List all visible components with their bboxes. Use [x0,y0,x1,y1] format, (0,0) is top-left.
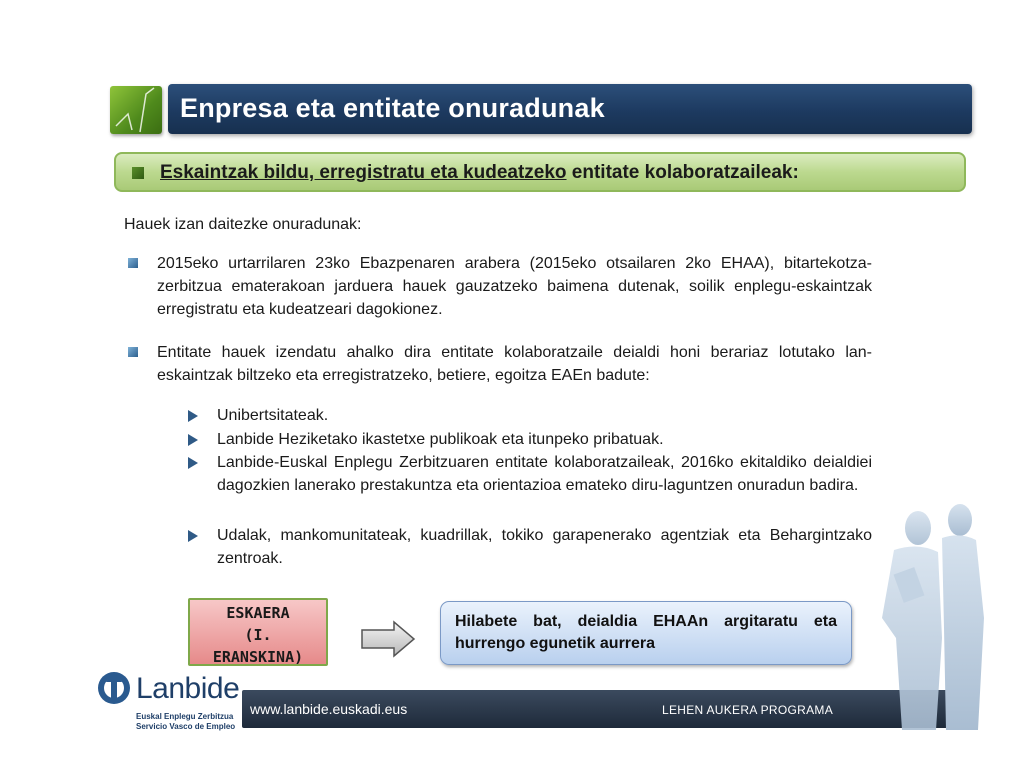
eskaera-box [188,598,328,666]
bullet-item: Entitate hauek izendatu ahalko dira entitate kolaboratzaile deialdi honi berariaz lotutako lan-eskaintzak biltzeko eta erregistratzeko, betiere, egoitza EAEn badute: [157,344,872,384]
triangle-bullet-icon [188,530,198,542]
square-bullet-icon [132,167,144,179]
title-logo-square [110,86,162,134]
square-bullet-icon [128,258,138,268]
deadline-info-box: Hilabete bat, deialdia EHAAn argitaratu eta hurrengo egunetik aurrera [440,601,852,665]
square-bullet-icon [128,347,138,357]
eskaera-line: (I. [244,626,272,644]
eskaera-line: ESKAERA [226,604,290,622]
subtitle-rest: entitate kolaboratzaileak: [566,162,799,183]
brand-subtitle-es: Servicio Vasco de Empleo [136,722,236,731]
lanbide-logo [96,668,240,732]
page-title: Enpresa eta entitate onuradunak [180,93,605,123]
brand-name: Lanbide [136,672,240,705]
sub-bullet-item: Lanbide Heziketako ikastetxe publikoak eta itunpeko pribatuak. [217,431,664,448]
triangle-bullet-icon [188,434,198,446]
brand-subtitle-eu: Euskal Enplegu Zerbitzua [136,712,234,721]
right-arrow-icon [360,620,416,658]
sub-bullet-item: Unibertsitateak. [217,407,329,424]
sub-bullet-item: Lanbide-Euskal Enplegu Zerbitzuaren entitate kolaboratzaileak, 2016ko ekitaldiko deialdiei dagozkien lanerako prestakuntza eta orientazioa emateko diru-laguntzen onuradun badira. [217,454,872,494]
intro-text: Hauek izan daitezke onuradunak: [124,216,362,233]
sub-bullet-item: Udalak, mankomunitateak, kuadrillak, tokiko garapenerako agentziak eta Behargintzako zentroak. [217,527,872,567]
people-silhouette-illustration [872,498,990,730]
bullet-item: 2015eko urtarrilaren 23ko Ebazpenaren arabera (2015eko otsailaren 2ko EHAA), bitartekotza-zerbitzua ematerakoan jarduera hauek gauzatzeko baimena dutenak, soilik enplegu-eskaintzak erregistratu eta kudeatzeari dagokionez. [157,255,872,318]
triangle-bullet-icon [188,410,198,422]
section-subtitle-bar [114,152,966,192]
lanbide-emblem-icon [96,670,132,710]
footer-program-label: LEHEN AUKERA PROGRAMA [662,703,834,717]
footer-url-link[interactable]: www.lanbide.euskadi.eus [250,701,408,717]
section-subtitle [160,162,799,184]
eskaera-line: ERANSKINA) [212,648,304,666]
triangle-bullet-icon [188,457,198,469]
leaf-icon [110,86,162,134]
title-bar [168,84,972,134]
subtitle-underlined: Eskaintzak bildu, erregistratu eta kudeatzeko [160,162,567,183]
